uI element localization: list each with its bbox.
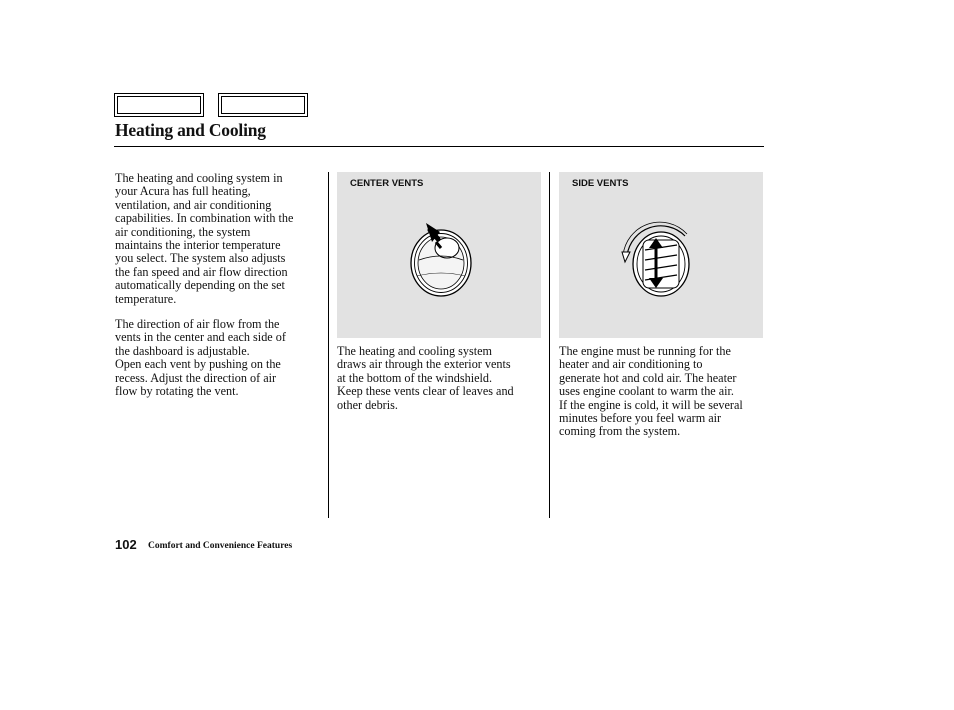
side-vents-text: The engine must be running for the heater and air conditioning to generate hot and cold air. The heater uses engine coolant to warm the air. If the engine is cold, it will be several minutes before you feel warm air coming from the system. xyxy=(559,344,743,439)
page-number: 102 xyxy=(115,537,137,552)
center-vents-label: CENTER VENTS xyxy=(350,178,424,189)
center-vents-text: The heating and cooling system draws air through the exterior vents at the bottom of the windshield. Keep these vents clear of leaves and other debris. xyxy=(337,344,514,412)
header-tab-box-1 xyxy=(114,93,204,117)
page-title: Heating and Cooling xyxy=(115,120,266,140)
side-vents-illustration xyxy=(559,172,763,338)
intro-paragraph-1: The heating and cooling system in your Acura has full heating, ventilation, and air conditioning capabilities. In combination with the air conditioning, the system maintains the interior temperature you select. The system also adjusts the fan speed and air flow direction automatically depending on the set temperature. xyxy=(115,171,294,306)
side-vent-icon xyxy=(559,172,763,338)
center-vent-icon xyxy=(337,172,541,338)
title-rule xyxy=(114,146,764,147)
center-vents-illustration xyxy=(337,172,541,338)
header-tab-box-2 xyxy=(218,93,308,117)
side-vents-label: SIDE VENTS xyxy=(572,178,629,189)
column-divider-1 xyxy=(328,172,329,518)
intro-paragraph-2: The direction of air flow from the vents in the center and each side of the dashboard is adjustable. Open each vent by pushing on the recess. Adjust the direction of air flow by rotating the vent. xyxy=(115,317,286,399)
column-divider-2 xyxy=(549,172,550,518)
footer-section-title: Comfort and Convenience Features xyxy=(148,541,293,551)
